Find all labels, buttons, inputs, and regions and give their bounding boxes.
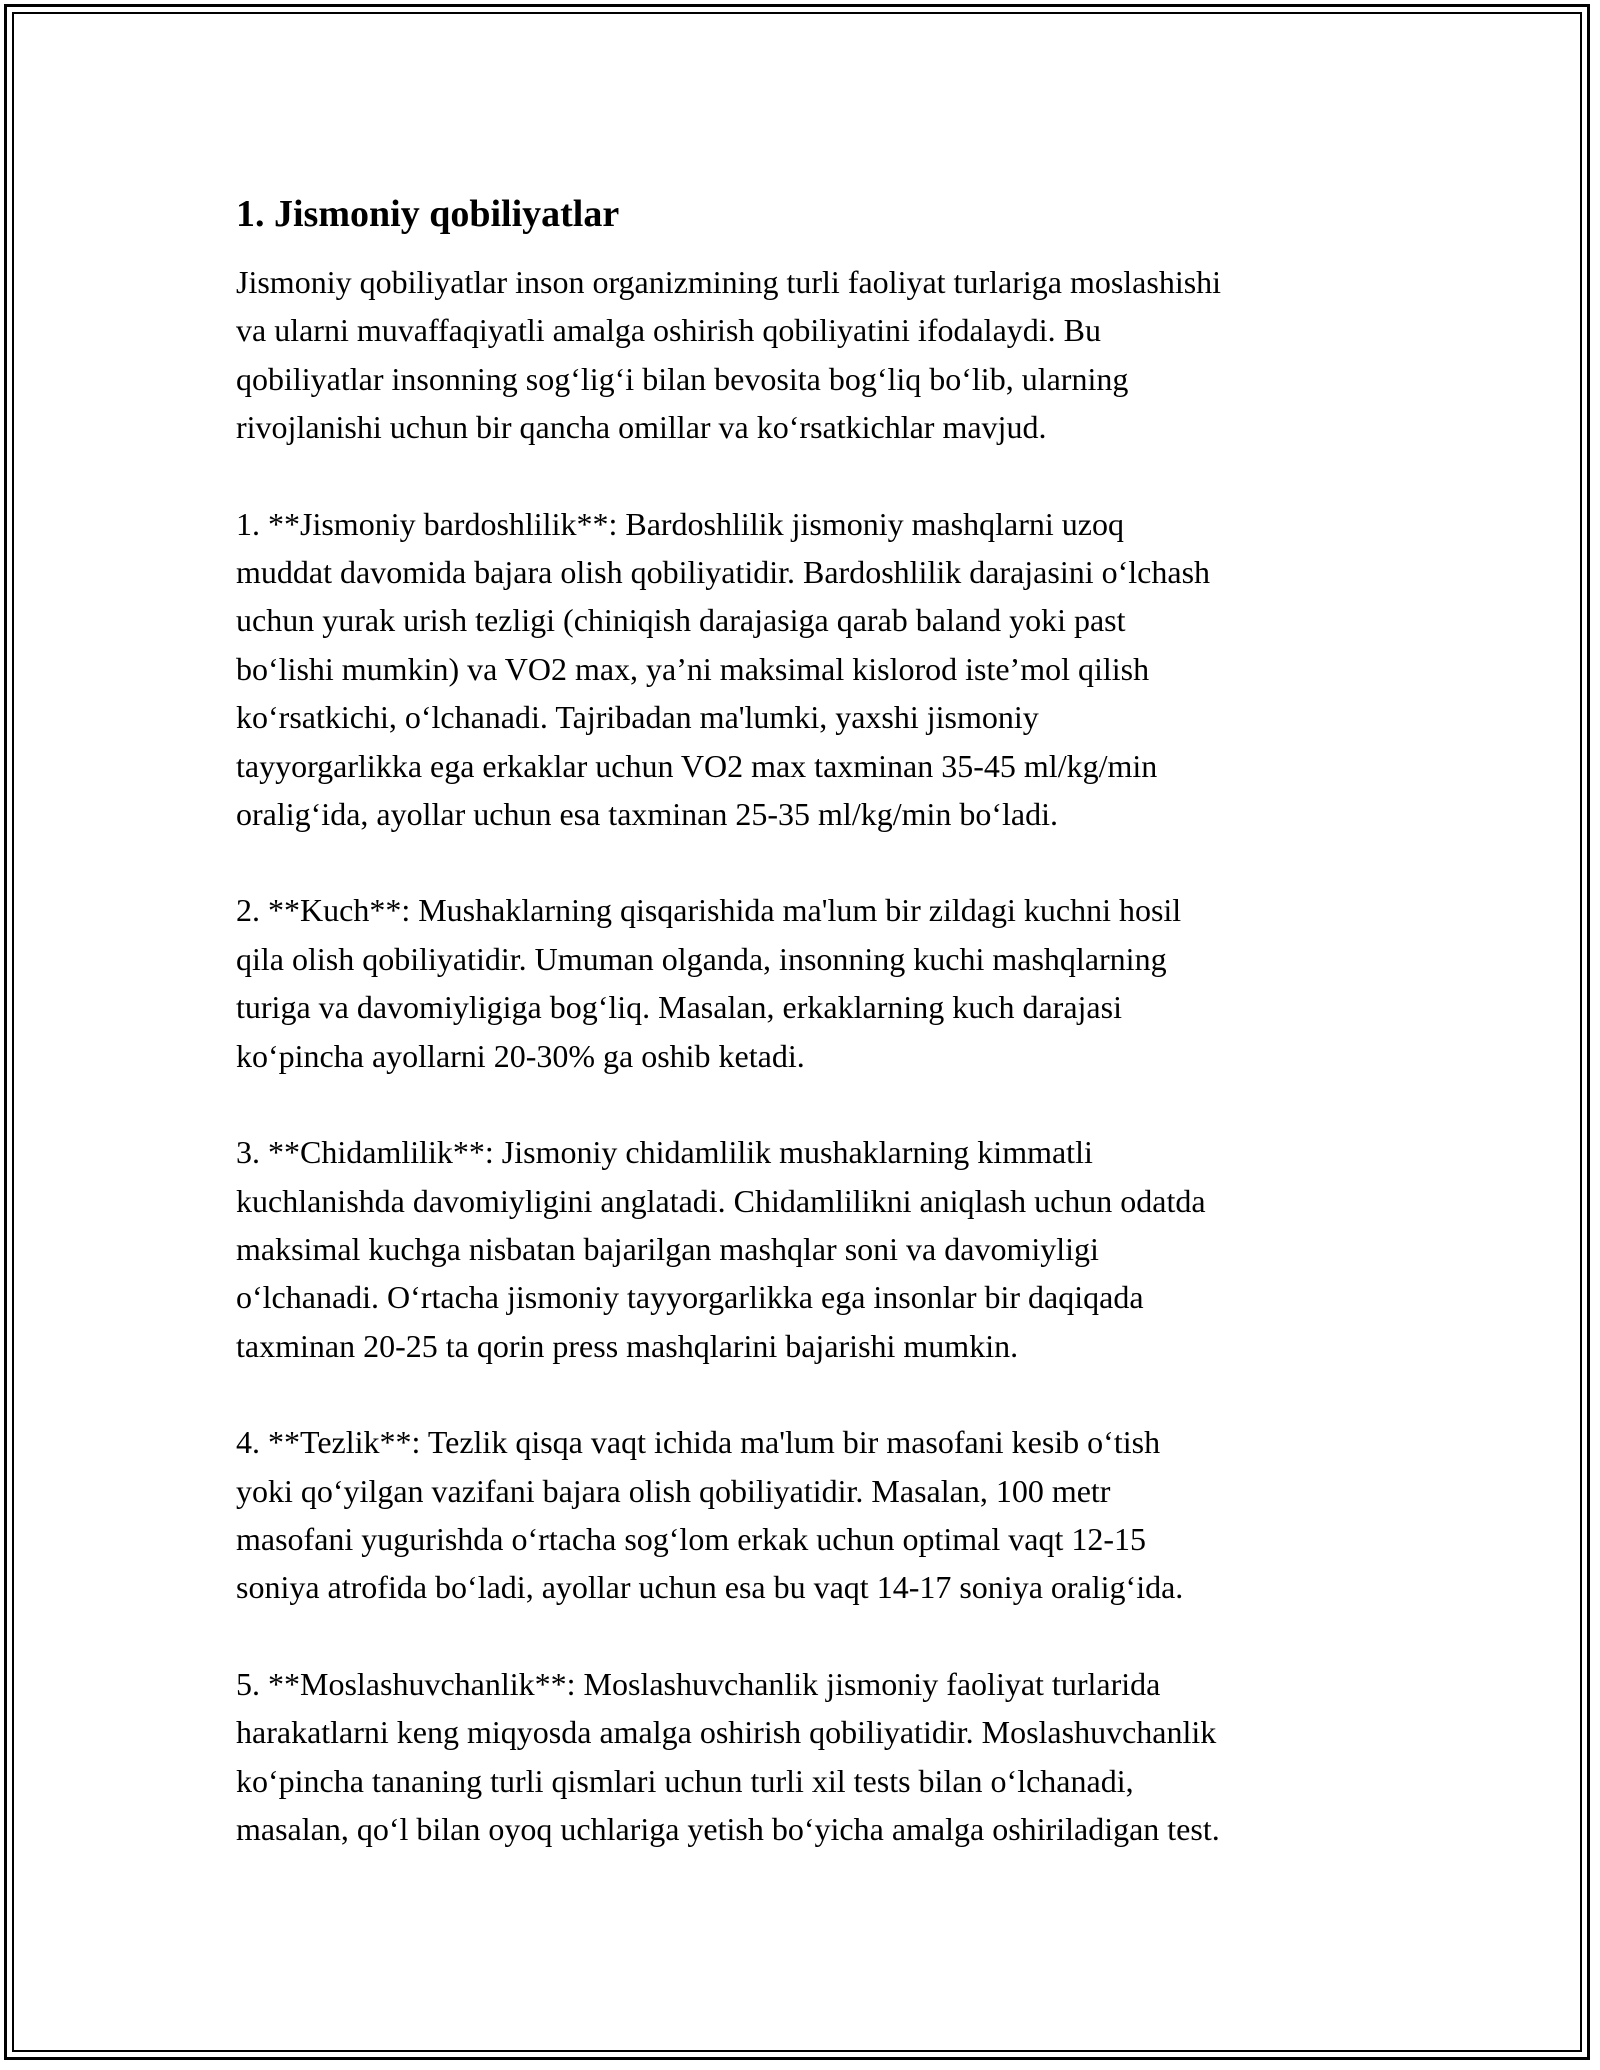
text-line: Jismoniy qobiliyatlar inson organizmining turli faoliyat turlariga moslashishi xyxy=(236,264,1222,300)
text-line: uchun yurak urish tezligi (chiniqish darajasiga qarab baland yoki past xyxy=(236,602,1126,639)
text-line: ko‘pincha tananing turli qismlari uchun turli xil tests bilan o‘lchanadi, xyxy=(236,1762,1134,1799)
text-line: soniya atrofida bo‘ladi, ayollar uchun esa bu vaqt 14-17 soniya oralig‘ida. xyxy=(236,1569,1184,1606)
text-line: masofani yugurishda o‘rtacha sog‘lom erkak uchun optimal vaqt 12-15 xyxy=(236,1520,1146,1557)
text-line: yoki qo‘yilgan vazifani bajara olish qobiliyatidir. Masalan, 100 metr xyxy=(236,1472,1111,1509)
text-line: 2. **Kuch**: Mushaklarning qisqarishida ma'lum bir zildagi kuchni hosil xyxy=(236,892,1182,929)
text-line: muddat davomida bajara olish qobiliyatidir. Bardoshlilik darajasini o‘lchash xyxy=(236,554,1211,591)
text-line: rivojlanishi uchun bir qancha omillar va ko‘rsatkichlar mavjud. xyxy=(236,409,1047,446)
text-line: harakatlarni keng miqyosda amalga oshirish qobiliyatidir. Moslashuvchanlik xyxy=(236,1714,1217,1751)
text-line: 4. **Tezlik**: Tezlik qisqa vaqt ichida ma'lum bir masofani kesib o‘tish xyxy=(236,1424,1161,1461)
text-line: 5. **Moslashuvchanlik**: Moslashuvchanlik jismoniy faoliyat turlarida xyxy=(236,1665,1161,1702)
text-line: kuchlanishda davomiyligini anglatadi. Chidamlilikni aniqlash uchun odatda xyxy=(236,1182,1206,1219)
intro-paragraph xyxy=(236,258,1386,452)
text-line: taxminan 20-25 ta qorin press mashqlarini bajarishi mumkin. xyxy=(236,1327,1019,1364)
text-line: 1. **Jismoniy bardoshlilik**: Bardoshlilik jismoniy mashqlarni uzoq xyxy=(236,505,1124,542)
text-line: o‘lchanadi. O‘rtacha jismoniy tayyorgarlikka ega insonlar bir daqiqada xyxy=(236,1279,1144,1316)
text-line: tayyorgarlikka ega erkaklar uchun VO2 max taxminan 35-45 ml/kg/min xyxy=(236,747,1158,784)
item-speed-paragraph xyxy=(236,1418,1386,1612)
document-body xyxy=(236,190,1386,1901)
item-strength-paragraph xyxy=(236,886,1386,1080)
text-line: masalan, qo‘l bilan oyoq uchlariga yetish bo‘yicha amalga oshiriladigan test. xyxy=(236,1810,1220,1847)
text-line: oralig‘ida, ayollar uchun esa taxminan 25-35 ml/kg/min bo‘ladi. xyxy=(236,796,1059,833)
text-line: va ularni muvaffaqiyatli amalga oshirish qobiliyatini ifodalaydi. Bu xyxy=(236,312,1101,349)
text-line: bo‘lishi mumkin) va VO2 max, ya’ni maksimal kislorod iste’mol qilish xyxy=(236,650,1150,687)
text-line: 3. **Chidamlilik**: Jismoniy chidamlilik mushaklarning kimmatli xyxy=(236,1134,1093,1171)
text-line: turiga va davomiyligiga bog‘liq. Masalan, erkaklarning kuch darajasi xyxy=(236,989,1122,1026)
text-line: ko‘rsatkichi, o‘lchanadi. Tajribadan ma'lumki, yaxshi jismoniy xyxy=(236,699,1039,736)
item-stamina-paragraph xyxy=(236,1128,1386,1370)
text-line: maksimal kuchga nisbatan bajarilgan mashqlar soni va davomiyligi xyxy=(236,1230,1099,1267)
section-heading: 1. Jismoniy qobiliyatlar xyxy=(236,193,620,235)
item-flexibility-paragraph xyxy=(236,1660,1386,1854)
text-line: ko‘pincha ayollarni 20-30% ga oshib ketadi. xyxy=(236,1037,805,1074)
text-line: qila olish qobiliyatidir. Umuman olganda, insonning kuchi mashqlarning xyxy=(236,940,1167,977)
item-endurance-paragraph xyxy=(236,500,1386,839)
text-line: qobiliyatlar insonning sog‘lig‘i bilan bevosita bog‘liq bo‘lib, ularning xyxy=(236,360,1129,397)
